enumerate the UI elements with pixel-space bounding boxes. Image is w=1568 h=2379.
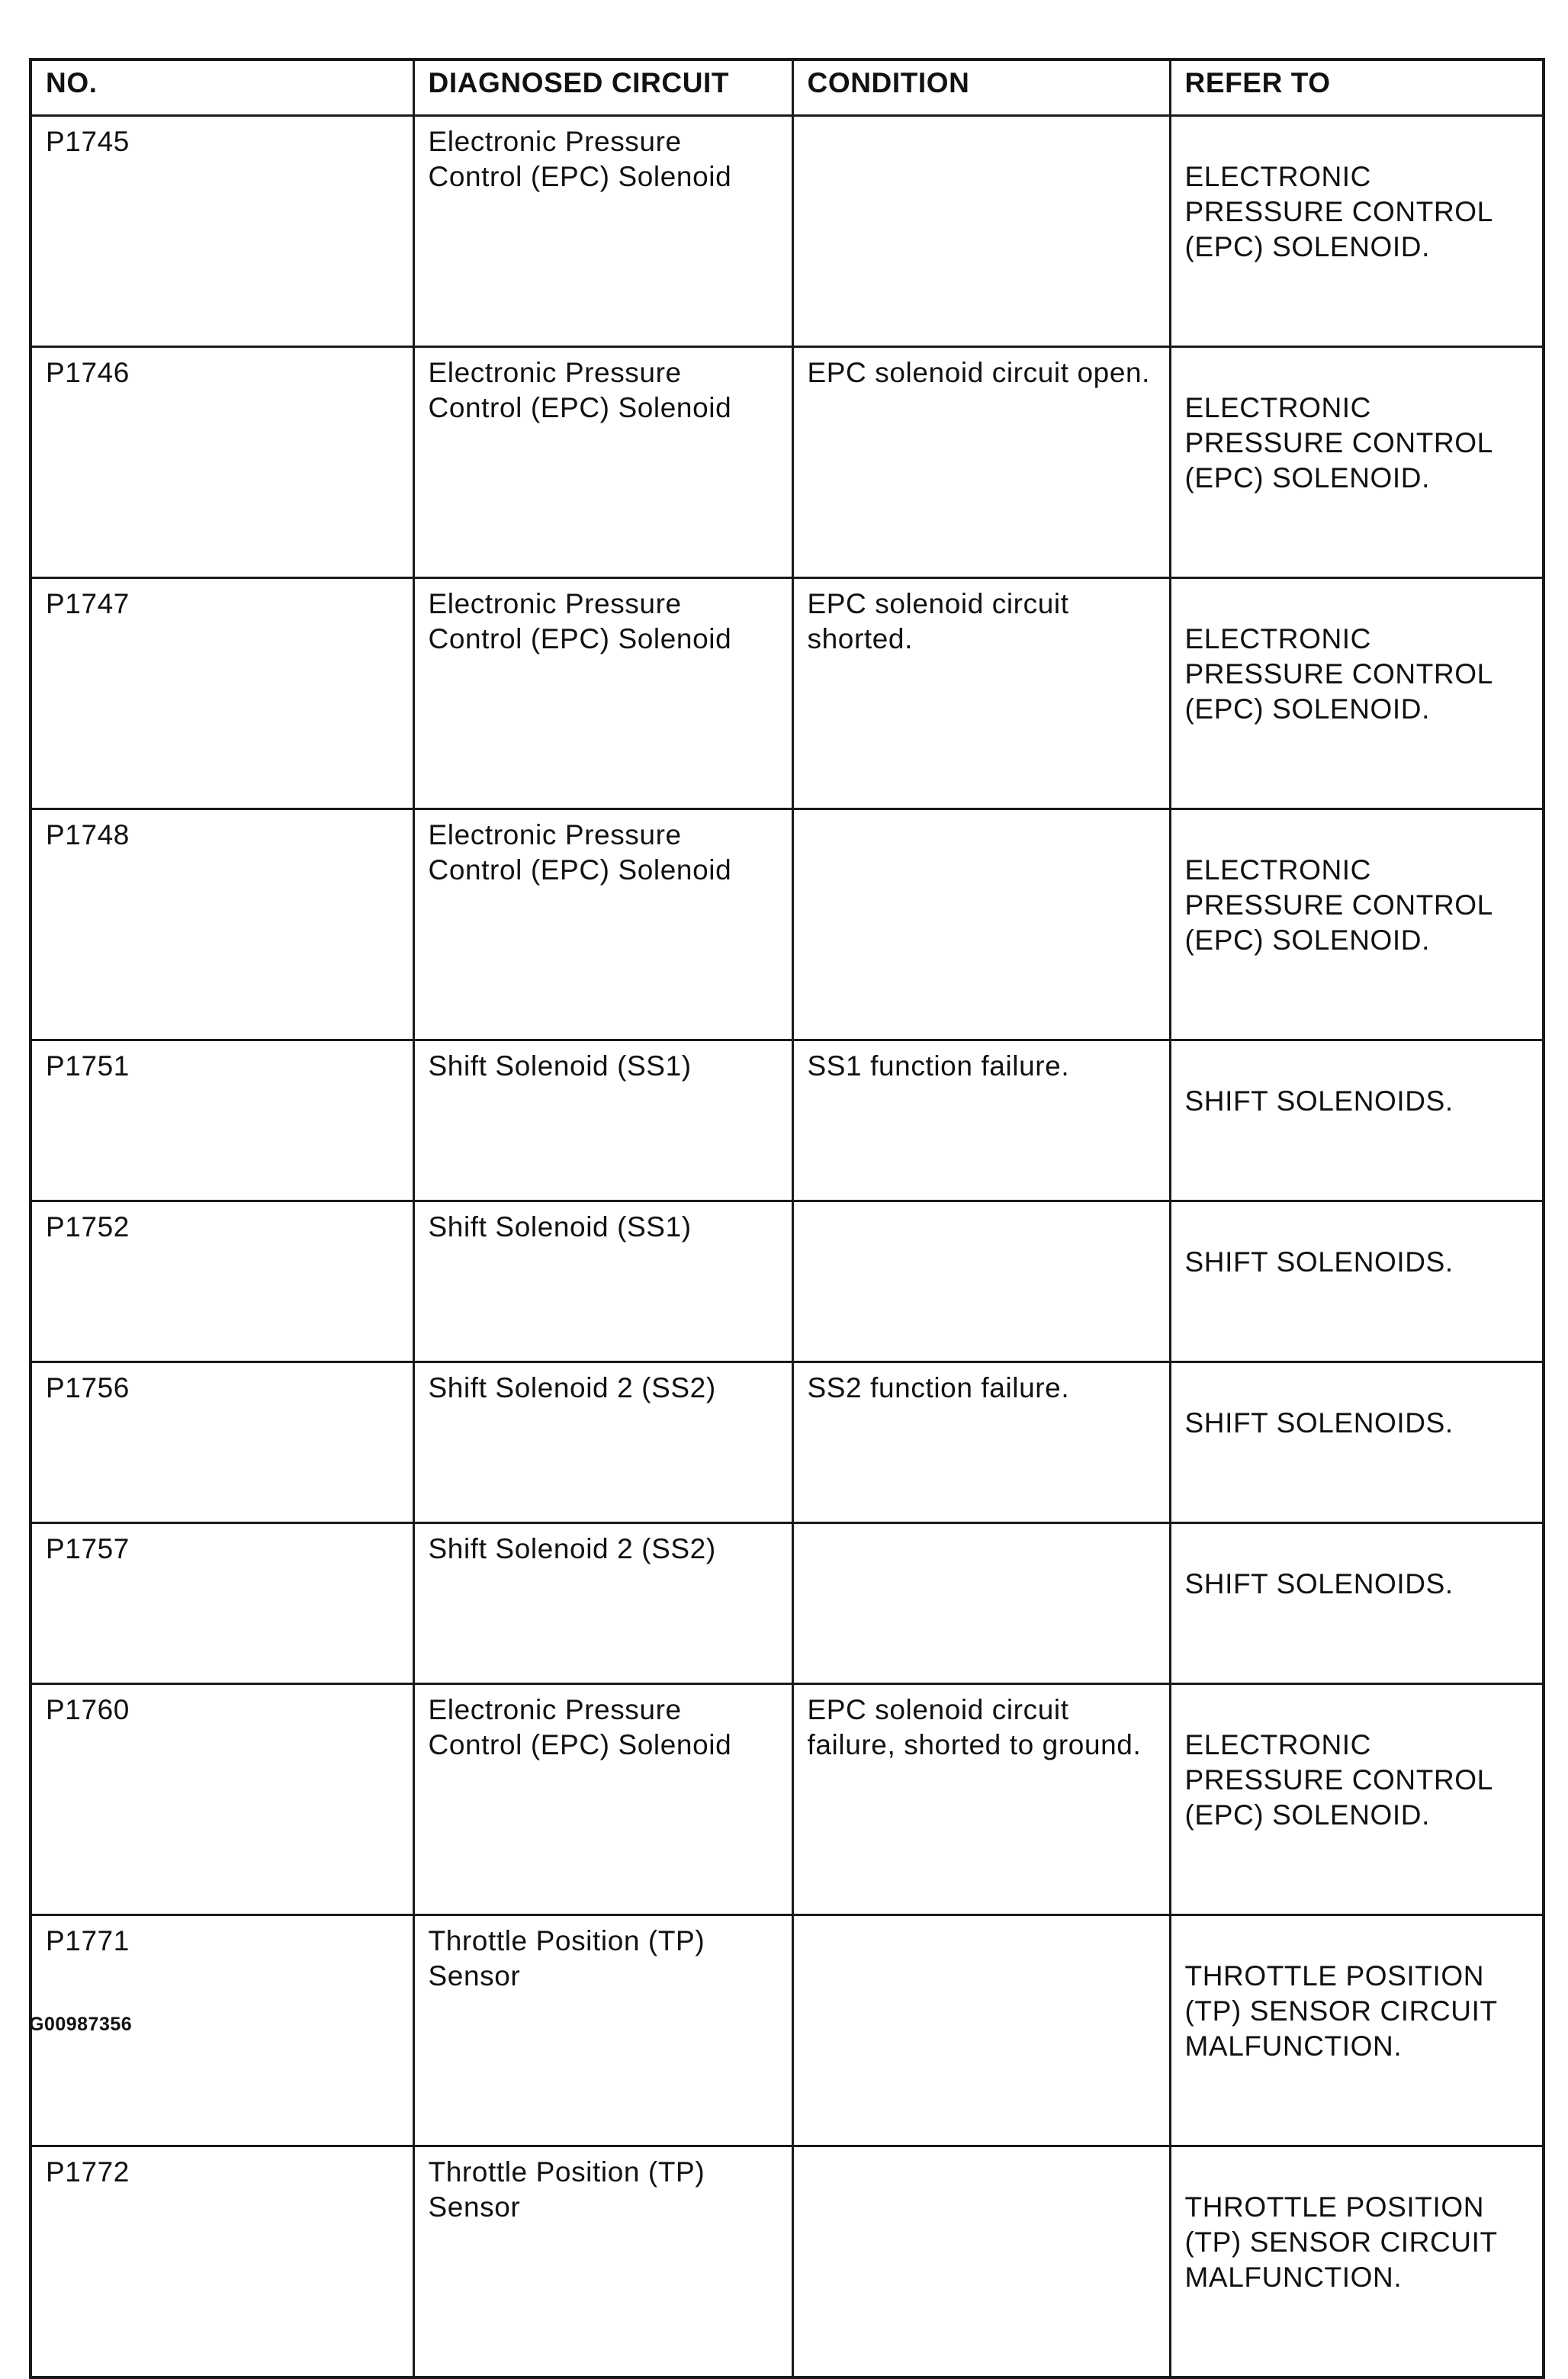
cell-refer-to-line: SHIFT SOLENOIDS.: [1184, 1246, 1454, 1278]
table-row: [31, 347, 1544, 578]
cell-diagnosed-circuit-line: Electronic Pressure: [428, 126, 682, 157]
cell-refer-to-line: PRESSURE CONTROL: [1184, 658, 1493, 690]
cell-diagnosed-circuit-line: Control (EPC) Solenoid: [428, 1729, 732, 1760]
cell-refer-to-line: ELECTRONIC: [1184, 623, 1371, 654]
dtc-table: [29, 58, 1545, 2379]
cell-condition: [792, 1684, 1170, 1915]
cell-refer-to-line: (TP) SENSOR CIRCUIT: [1184, 1995, 1498, 2027]
cell-refer-to-line: PRESSURE CONTROL: [1184, 889, 1493, 921]
table-row: [31, 578, 1544, 809]
table-row: [31, 1201, 1544, 1362]
cell-condition: [792, 578, 1170, 809]
cell-diagnosed-circuit: [413, 1040, 792, 1201]
cell-diagnosed-circuit-line: Sensor: [428, 1960, 521, 1992]
cell-refer-to-line: SHIFT SOLENOIDS.: [1184, 1085, 1454, 1117]
cell-condition-line: EPC solenoid circuit: [807, 588, 1069, 619]
header-diagnosed-circuit: DIAGNOSED CIRCUIT: [413, 59, 792, 116]
dtc-table-container: [29, 58, 1542, 2379]
cell-refer-to-line: PRESSURE CONTROL: [1184, 1764, 1493, 1796]
cell-no: P1748: [31, 809, 413, 1040]
cell-refer-to: [1170, 809, 1544, 1040]
cell-no: P1751: [31, 1040, 413, 1201]
cell-refer-to-line: ELECTRONIC: [1184, 854, 1371, 886]
cell-diagnosed-circuit-line: Shift Solenoid (SS1): [428, 1050, 692, 1082]
table-row: [31, 809, 1544, 1040]
cell-condition: [792, 1915, 1170, 2146]
cell-refer-to-line: (EPC) SOLENOID.: [1184, 462, 1430, 493]
cell-diagnosed-circuit-line: Sensor: [428, 2191, 521, 2223]
cell-refer-to: [1170, 1362, 1544, 1523]
cell-refer-to-line: MALFUNCTION.: [1184, 2262, 1403, 2293]
header-condition: CONDITION: [792, 59, 1170, 116]
cell-refer-to: [1170, 1915, 1544, 2146]
cell-diagnosed-circuit-line: Shift Solenoid 2 (SS2): [428, 1533, 716, 1564]
cell-diagnosed-circuit: [413, 809, 792, 1040]
cell-diagnosed-circuit: [413, 347, 792, 578]
cell-refer-to: [1170, 1201, 1544, 1362]
cell-diagnosed-circuit: [413, 116, 792, 347]
cell-refer-to-line: (TP) SENSOR CIRCUIT: [1184, 2226, 1498, 2258]
table-row: [31, 1362, 1544, 1523]
cell-no: P1752: [31, 1201, 413, 1362]
cell-diagnosed-circuit-line: Electronic Pressure: [428, 357, 682, 388]
cell-no: P1772: [31, 2146, 413, 2378]
cell-condition: [792, 1362, 1170, 1523]
cell-refer-to: [1170, 2146, 1544, 2378]
cell-diagnosed-circuit: [413, 1201, 792, 1362]
cell-diagnosed-circuit-line: Electronic Pressure: [428, 819, 682, 850]
cell-diagnosed-circuit-line: Control (EPC) Solenoid: [428, 392, 732, 423]
cell-diagnosed-circuit-line: Throttle Position (TP): [428, 1925, 705, 1956]
cell-refer-to: [1170, 1523, 1544, 1684]
cell-refer-to-line: ELECTRONIC: [1184, 1729, 1371, 1760]
cell-condition-line: EPC solenoid circuit: [807, 1694, 1069, 1725]
figure-id: G00987356: [29, 2014, 133, 2035]
cell-refer-to-line: (EPC) SOLENOID.: [1184, 924, 1430, 956]
cell-no: P1771: [31, 1915, 413, 2146]
cell-diagnosed-circuit-line: Control (EPC) Solenoid: [428, 854, 732, 886]
cell-condition: [792, 809, 1170, 1040]
cell-diagnosed-circuit: [413, 1684, 792, 1915]
cell-refer-to: [1170, 578, 1544, 809]
cell-refer-to-line: PRESSURE CONTROL: [1184, 427, 1493, 458]
header-no: NO.: [31, 59, 413, 116]
cell-refer-to-line: PRESSURE CONTROL: [1184, 196, 1493, 227]
cell-diagnosed-circuit-line: Control (EPC) Solenoid: [428, 161, 732, 192]
cell-diagnosed-circuit-line: Shift Solenoid 2 (SS2): [428, 1372, 716, 1403]
cell-condition: [792, 1523, 1170, 1684]
cell-diagnosed-circuit: [413, 1915, 792, 2146]
cell-condition: [792, 116, 1170, 347]
cell-condition: [792, 347, 1170, 578]
cell-diagnosed-circuit-line: Control (EPC) Solenoid: [428, 623, 732, 654]
cell-no: P1746: [31, 347, 413, 578]
table-row: [31, 1684, 1544, 1915]
cell-refer-to-line: THROTTLE POSITION: [1184, 1960, 1485, 1992]
cell-diagnosed-circuit-line: Electronic Pressure: [428, 588, 682, 619]
cell-refer-to: [1170, 1684, 1544, 1915]
cell-refer-to-line: (EPC) SOLENOID.: [1184, 1799, 1430, 1831]
cell-condition-line: EPC solenoid circuit open.: [807, 357, 1151, 388]
header-row: [31, 59, 1544, 116]
table-row: [31, 1040, 1544, 1201]
table-row: [31, 116, 1544, 347]
cell-refer-to-line: SHIFT SOLENOIDS.: [1184, 1568, 1454, 1599]
cell-condition-line: failure, shorted to ground.: [807, 1729, 1142, 1760]
cell-no: P1756: [31, 1362, 413, 1523]
cell-condition: [792, 2146, 1170, 2378]
cell-condition-line: SS1 function failure.: [807, 1050, 1070, 1082]
cell-refer-to-line: (EPC) SOLENOID.: [1184, 231, 1430, 262]
cell-condition: [792, 1040, 1170, 1201]
cell-refer-to-line: SHIFT SOLENOIDS.: [1184, 1407, 1454, 1439]
cell-refer-to-line: MALFUNCTION.: [1184, 2030, 1403, 2062]
cell-condition: [792, 1201, 1170, 1362]
cell-diagnosed-circuit-line: Electronic Pressure: [428, 1694, 682, 1725]
table-row: [31, 1523, 1544, 1684]
cell-condition-line: SS2 function failure.: [807, 1372, 1070, 1403]
cell-diagnosed-circuit-line: Throttle Position (TP): [428, 2156, 705, 2188]
cell-diagnosed-circuit: [413, 1362, 792, 1523]
cell-diagnosed-circuit: [413, 578, 792, 809]
cell-diagnosed-circuit-line: Shift Solenoid (SS1): [428, 1211, 692, 1243]
cell-refer-to-line: ELECTRONIC: [1184, 161, 1371, 192]
header-refer-to: REFER TO: [1170, 59, 1544, 116]
cell-refer-to-line: ELECTRONIC: [1184, 392, 1371, 423]
cell-no: P1745: [31, 116, 413, 347]
cell-no: P1747: [31, 578, 413, 809]
cell-refer-to: [1170, 116, 1544, 347]
table-row: [31, 1915, 1544, 2146]
cell-diagnosed-circuit: [413, 2146, 792, 2378]
cell-no: P1760: [31, 1684, 413, 1915]
cell-diagnosed-circuit: [413, 1523, 792, 1684]
cell-refer-to-line: THROTTLE POSITION: [1184, 2191, 1485, 2223]
table-body: [31, 116, 1544, 2378]
table-row: [31, 2146, 1544, 2378]
cell-refer-to: [1170, 1040, 1544, 1201]
cell-condition-line: shorted.: [807, 623, 913, 654]
cell-no: P1757: [31, 1523, 413, 1684]
cell-refer-to-line: (EPC) SOLENOID.: [1184, 693, 1430, 725]
cell-refer-to: [1170, 347, 1544, 578]
table-header: [31, 59, 1544, 116]
